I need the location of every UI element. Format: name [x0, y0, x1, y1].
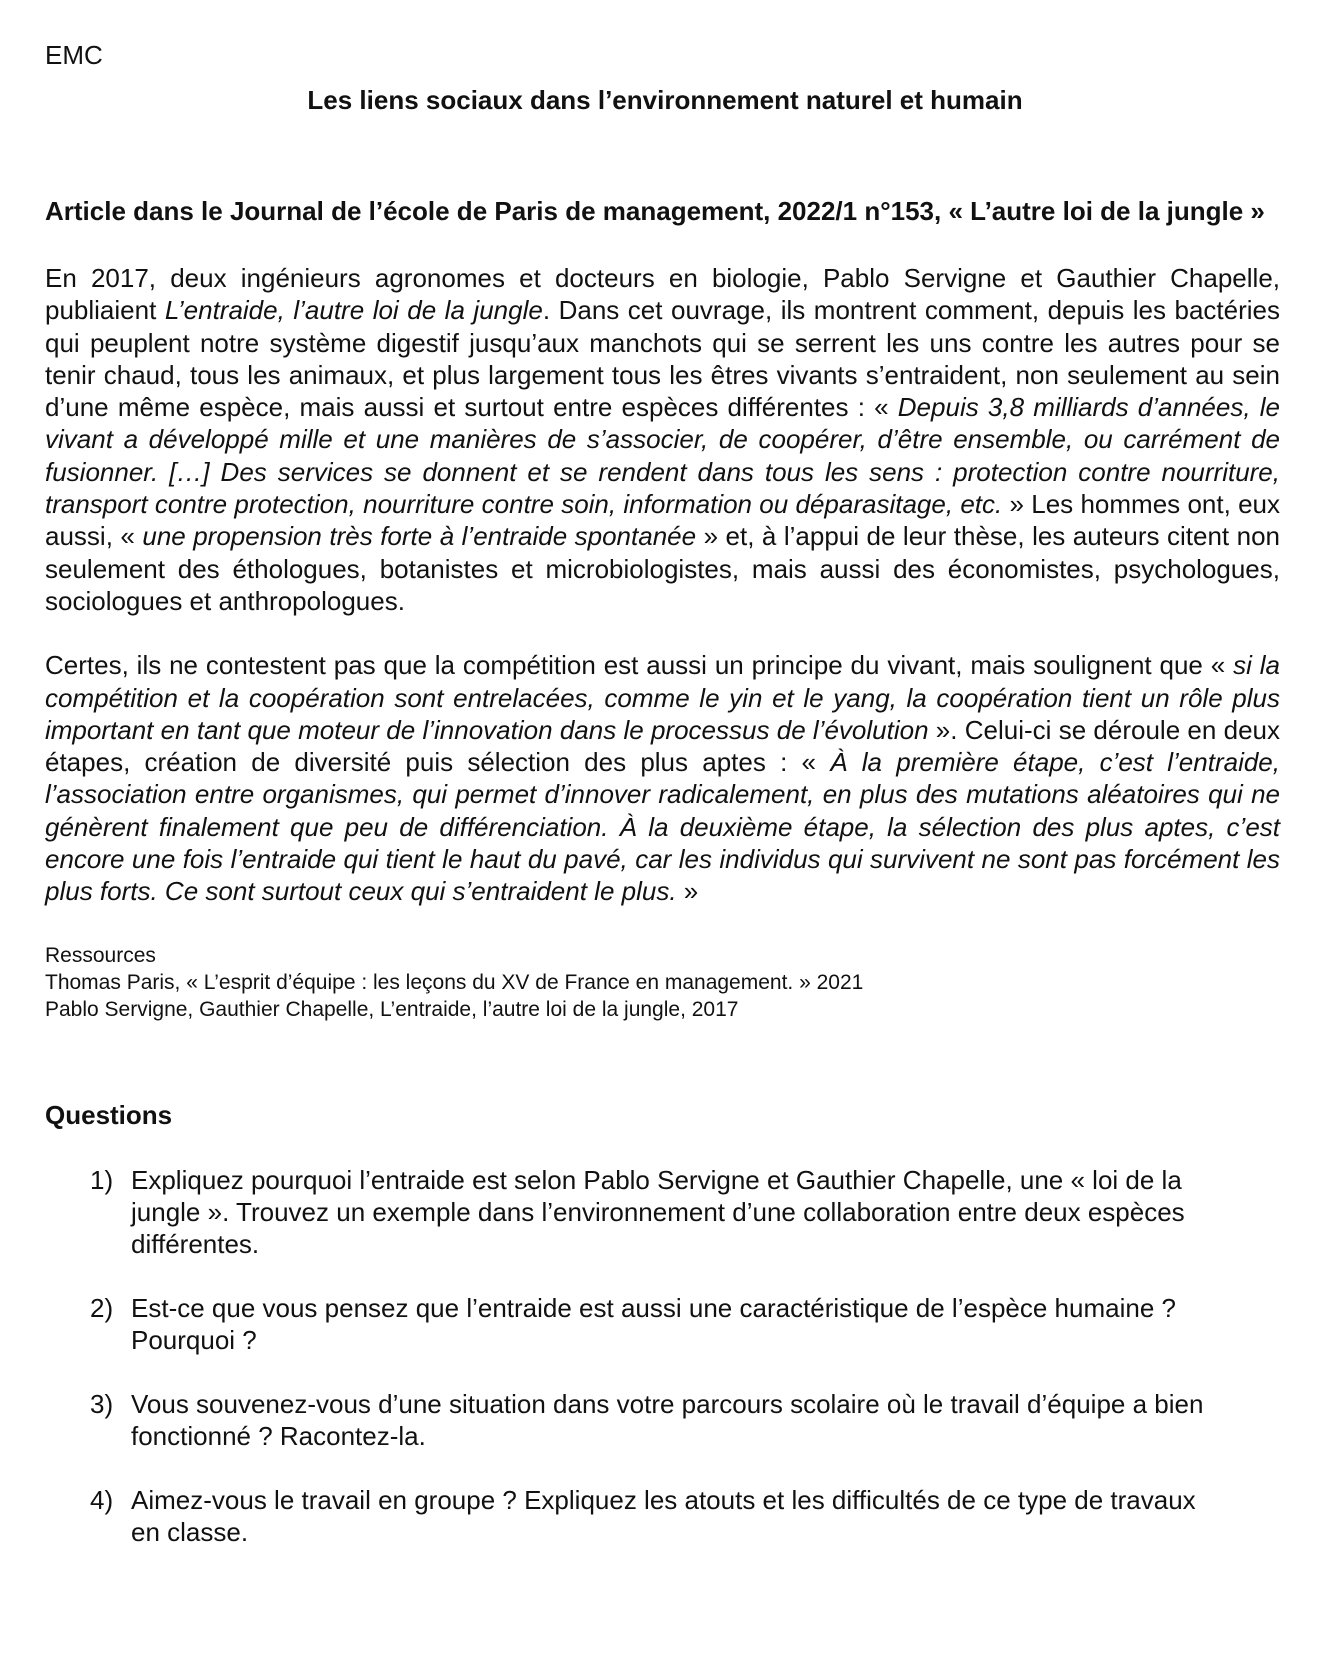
paragraph-segment: En 2017, deux ingénieurs agronomes et docteurs en biologie, Pablo Servigne et Gauthier Chapelle, publiaient: [45, 263, 1280, 326]
paragraph-segment: . Dans cet ouvrage, ils montrent comment, depuis les bactéries qui peuplent notre système digestif jusqu’aux manchots qui se serrent les uns contre les autres pour se tenir chaud, tous les animaux, et plus largement tous les êtres vivants s’entraident, non seulement au sein d’une même espèce, mais aussi et surtout entre espèces différentes : «: [45, 295, 1280, 423]
paragraph-segment-italic: L’entraide, l’autre loi de la jungle: [164, 295, 543, 326]
question-item: [45, 1484, 1221, 1548]
paragraph-segment: » Les hommes ont, eux aussi, «: [45, 489, 1281, 552]
resource-item: Thomas Paris, « L’esprit d’équipe : les leçons du XV de France en management. » 2021: [45, 970, 864, 994]
question-number: 1): [90, 1164, 114, 1195]
article-paragraph-1: [45, 262, 1280, 617]
paragraph-segment-italic: une propension très forte à l’entraide spontanée: [142, 521, 697, 552]
paragraph-segment-italic: si la compétition et la coopération sont entrelacées, comme le yin et le yang, la coopération tient un rôle plus important en tant que moteur de l’innovation dans le processus de l’évolution: [45, 650, 1280, 745]
question-text: Aimez-vous le travail en groupe ? Expliquez les atouts et les difficultés de ce type de travaux en classe.: [131, 1484, 1196, 1547]
paragraph-segment: »: [676, 876, 699, 907]
page-title: Les liens sociaux dans l’environnement naturel et humain: [307, 85, 1023, 115]
questions-list: [45, 1164, 1265, 1548]
question-item: [45, 1388, 1221, 1452]
question-item: [45, 1292, 1221, 1356]
question-number: 4): [90, 1484, 114, 1515]
paragraph-segment: ». Celui-ci se déroule en deux étapes, création de diversité puis sélection des plus aptes : «: [45, 714, 1280, 778]
question-text: Est-ce que vous pensez que l’entraide est aussi une caractéristique de l’espèce humaine ? Pourquoi ?: [131, 1292, 1176, 1355]
question-text: Expliquez pourquoi l’entraide est selon Pablo Servigne et Gauthier Chapelle, une « loi de la jungle ». Trouvez un exemple dans l’environnement d’une collaboration entre deux espèces différentes.: [131, 1164, 1185, 1259]
paragraph-segment: » et, à l’appui de leur thèse, les auteurs citent non seulement des éthologues, botanistes et microbiologistes, mais aussi des économistes, psychologues, sociologues et anthropologues.: [45, 521, 1281, 616]
question-text: Vous souvenez-vous d’une situation dans votre parcours scolaire où le travail d’équipe a bien fonctionné ? Racontez-la.: [131, 1388, 1204, 1451]
paragraph-segment: Certes, ils ne contestent pas que la compétition est aussi un principe du vivant, mais soulignent que «: [45, 650, 1234, 681]
paragraph-segment-italic: Depuis 3,8 milliards d’années, le vivant a développé mille et une manières de s’associer, de coopérer, d’être ensemble, ou carrément de fusionner. […] Des services se donnent et se rendent dans tous les sens : protection contre nourriture, transport contre protection, nourriture contre soin, information ou déparasitage, etc.: [45, 392, 1280, 520]
article-paragraph-2: [45, 649, 1280, 907]
resources-heading: Ressources: [45, 943, 156, 967]
resource-item: Pablo Servigne, Gauthier Chapelle, L’entraide, l’autre loi de la jungle, 2017: [45, 997, 739, 1021]
subject-label: EMC: [45, 40, 103, 70]
question-number: 3): [90, 1388, 114, 1419]
resources-section: [45, 942, 1265, 1023]
question-number: 2): [90, 1292, 114, 1323]
article-title: Article dans le Journal de l’école de Paris de management, 2022/1 n°153, « L’autre loi de la jungle »: [45, 196, 1265, 226]
questions-heading: Questions: [45, 1099, 173, 1130]
question-item: [45, 1164, 1221, 1260]
paragraph-segment-italic: À la première étape, c’est l’entraide, l’association entre organismes, qui permet d’innover radicalement, en plus des mutations aléatoires qui ne génèrent finalement que peu de différenciation. À la deuxième étape, la sélection des plus aptes, c’est encore une fois l’entraide qui tient le haut du pavé, car les individus qui survivent ne sont pas forcément les plus forts. Ce sont surtout ceux qui s’entraident le plus.: [45, 747, 1280, 907]
